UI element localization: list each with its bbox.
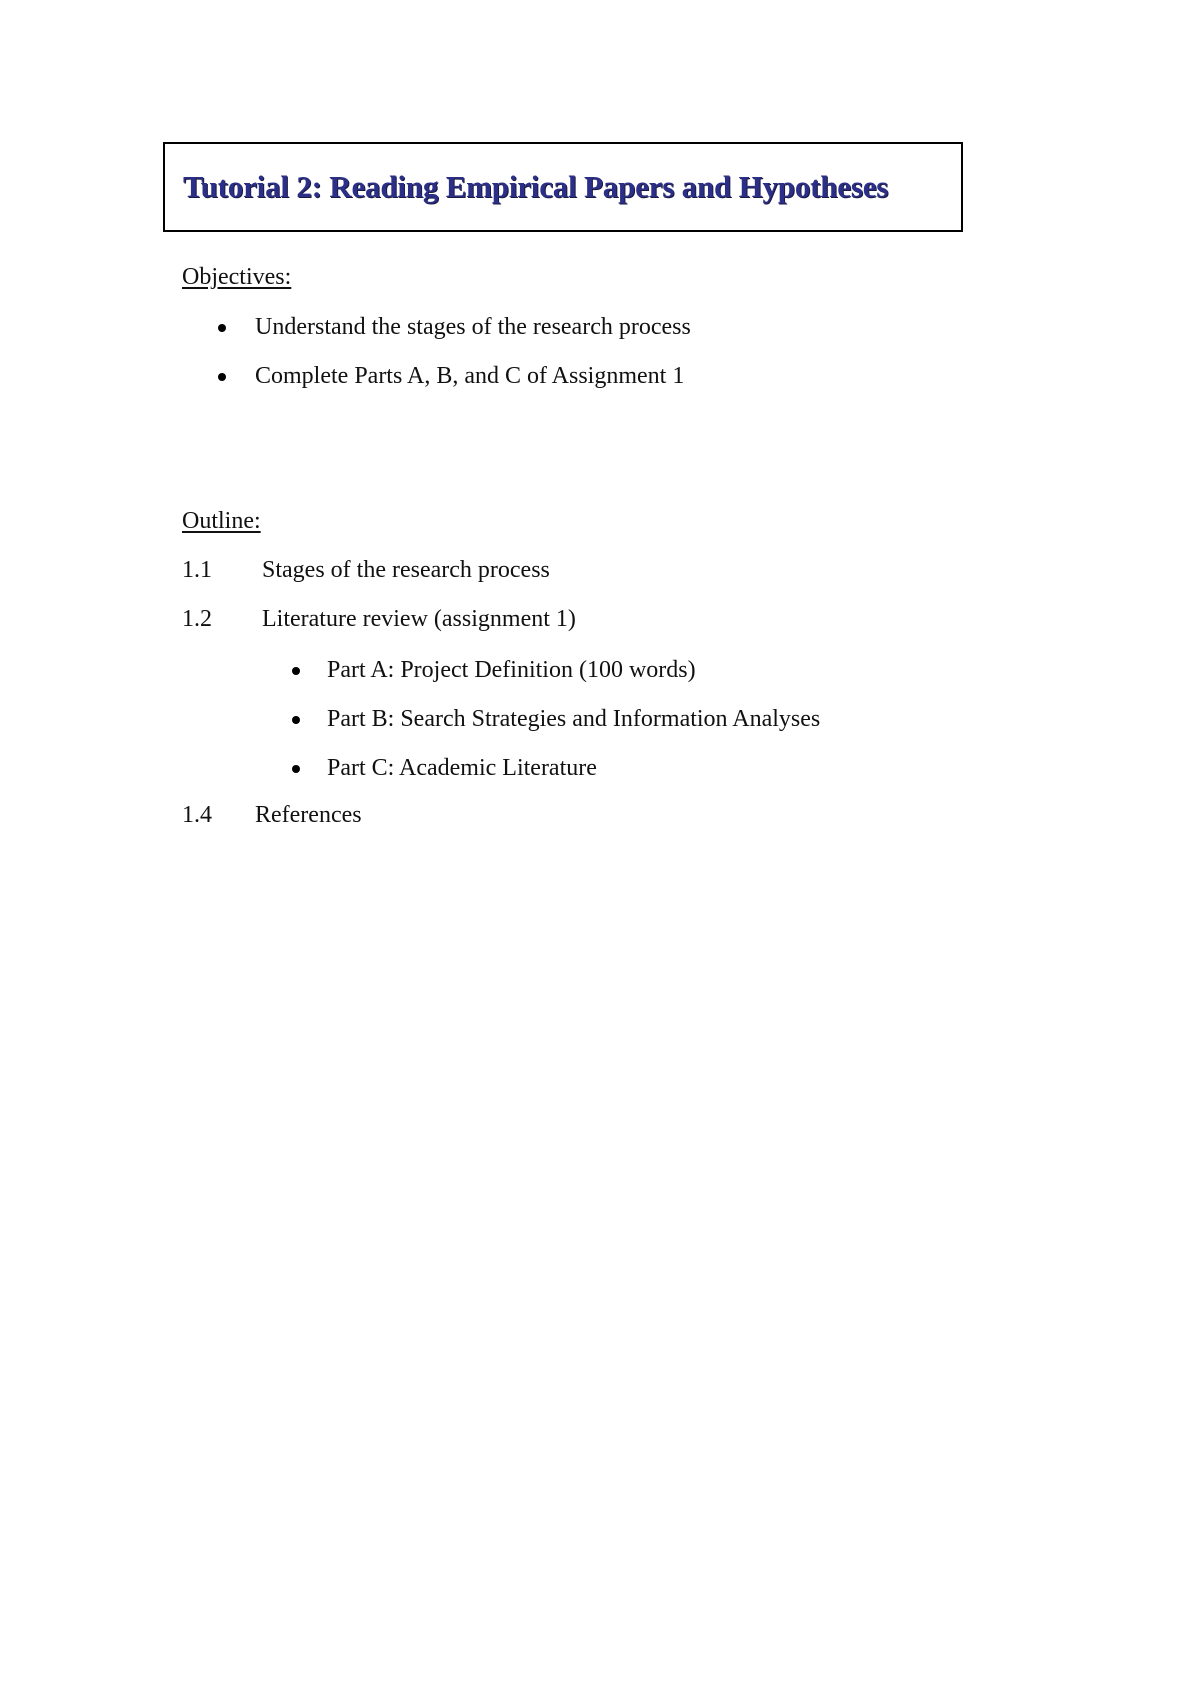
- part-text: Part B: Search Strategies and Information Analyses: [327, 706, 821, 732]
- bullet-icon: [292, 765, 300, 773]
- section-title: References: [255, 802, 362, 828]
- objective-text: Complete Parts A, B, and C of Assignment 1: [255, 363, 685, 389]
- bullet-icon: [292, 716, 300, 724]
- bullet-icon: [292, 667, 300, 675]
- section-number: 1.4: [182, 802, 212, 828]
- objectives-heading: Objectives:: [182, 264, 292, 290]
- bullet-icon: [218, 324, 226, 332]
- bullet-icon: [218, 373, 226, 381]
- part-text: Part A: Project Definition (100 words): [327, 657, 696, 683]
- section-number: 1.1: [182, 557, 212, 583]
- section-number: 1.2: [182, 606, 212, 632]
- document-title: Tutorial 2: Reading Empirical Papers and Hypotheses: [183, 169, 889, 204]
- outline-heading: Outline:: [182, 508, 261, 534]
- section-title: Literature review (assignment 1): [262, 606, 576, 632]
- part-text: Part C: Academic Literature: [327, 755, 597, 781]
- objective-text: Understand the stages of the research process: [255, 314, 691, 340]
- section-title: Stages of the research process: [262, 557, 550, 583]
- title-box: [163, 142, 963, 232]
